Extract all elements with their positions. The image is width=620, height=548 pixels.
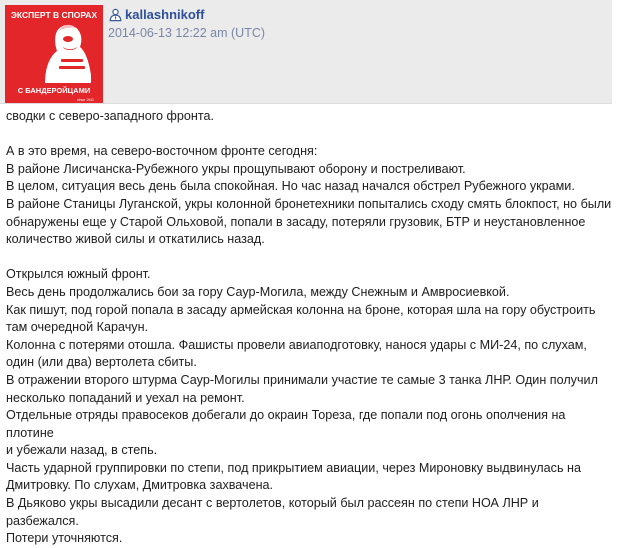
post-text-line: обнаружены еще у Старой Ольховой, попали в засаду, потеряли грузовик, БТР и неустановленное (6, 214, 586, 229)
post-text-line: один (или два) вертолета сбиты. (6, 355, 197, 370)
avatar-image (5, 5, 103, 103)
avatar-bottom-text: С БАНДЕРОЙЦАМИ (17, 86, 91, 95)
post-text-line: Дмитровку. По слухам, Дмитровка захвачена. (6, 478, 274, 493)
avatar-top-text: ЭКСПЕРТ В СПОРАХ (10, 10, 98, 20)
post-text-line: Весь день продолжались бои за гору Саур-Могила, между Снежным и Амвросиевкой. (6, 284, 510, 299)
post-text-line: там очередной Карачун. (6, 320, 149, 335)
avatar[interactable] (5, 5, 103, 103)
post-body (6, 108, 612, 548)
avatar-small-text: since 1941 (77, 98, 94, 102)
post-text-line: Часть ударной группировки по степи, под прикрытием авиации, через Мироновку выдвинулась на (6, 460, 581, 475)
post-text-line: Потери уточняются. (6, 531, 123, 546)
post-text-line: количество живой силы и откатились назад. (6, 232, 265, 247)
post-text-line: В районе Лисичанска-Рубежного укры прощупывают оборону и постреливают. (6, 161, 466, 176)
post-text-line: Как пишут, под горой попала в засаду армейская колонна на броне, которая шла на гору обустроить (6, 302, 596, 317)
post-text-line: Отдельные отряды правосеков добегали до окраин Тореза, где попали под огонь ополчения на плотине (6, 408, 566, 440)
post-text-line: несколько попаданий и уехал на ремонт. (6, 390, 245, 405)
username-link[interactable]: kallashnikoff (125, 7, 205, 22)
post-text-line: и убежали назад, в степь. (6, 443, 158, 458)
post-text-line: сводки с северо-западного фронта. (6, 109, 214, 123)
post-text-line: А в это время, на северо-восточном фронте сегодня: (6, 144, 318, 159)
post-text-line: В Дьяково укры высадили десант с вертолетов, который был рассеян по степи НОА ЛНР и разбежался. (6, 496, 539, 528)
user-icon[interactable] (109, 8, 122, 22)
paragraph-gap (6, 126, 612, 144)
paragraph-gap (6, 249, 612, 267)
post-text-line: В отражении второго штурма Саур-Могилы принимали участие те самые 3 танка ЛНР. Один получил (6, 372, 598, 387)
post-text-line: Открылся южный фронт. (6, 267, 151, 282)
user-line (109, 7, 204, 22)
post-header (0, 0, 612, 104)
post-date[interactable]: 2014-06-13 12:22 am (UTC) (108, 26, 266, 40)
post-text-line: Колонна с потерями отошла. Фашисты провели авиаподготовку, нанося удары с МИ-24, по слухам, (6, 337, 587, 352)
post-text-line: В районе Станицы Луганской, укры колонной бронетехники попытались сходу смять блокпост, но были (6, 196, 612, 211)
post-text-line: В целом, ситуация весь день была спокойная. Но час назад начался обстрел Рубежного украми. (6, 179, 575, 194)
